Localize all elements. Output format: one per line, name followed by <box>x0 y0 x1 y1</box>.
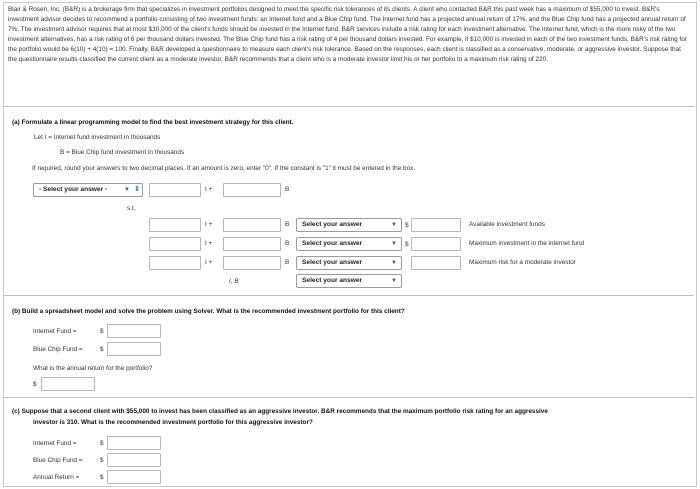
nonneg-relation-label: Select your answer <box>302 277 363 284</box>
let-b-text: B = Blue Chip fund investment in thousands <box>60 149 185 156</box>
chevron-down-icon: ▼ <box>391 222 397 228</box>
c2-description: Maximum investment in the internet fund <box>469 240 585 247</box>
c3-var-i: I + <box>205 259 213 266</box>
chevron-down-icon: ▼ <box>391 278 397 284</box>
divider <box>4 106 694 107</box>
c3-description: Maximum risk for a moderate investor <box>469 259 576 266</box>
b-annual-return-input[interactable] <box>41 377 95 391</box>
c1-coef-b-input[interactable] <box>223 218 281 232</box>
c-internet-input[interactable] <box>107 436 161 450</box>
st-label: s.t. <box>127 205 136 212</box>
b-bluechip-label: Blue Chip Fund = <box>33 346 83 353</box>
c-annual-return-input[interactable] <box>107 470 161 484</box>
let-i-text: Let I = Internet fund investment in thousands <box>34 134 161 141</box>
nonneg-relation-select[interactable] <box>296 274 402 288</box>
objective-select[interactable] <box>33 183 143 197</box>
var-i-label: I + <box>205 186 213 193</box>
b-internet-input[interactable] <box>107 324 161 338</box>
part-c-heading-line2: investor is 310. What is the recommended investment portfolio for this aggressive investor? <box>33 419 313 426</box>
b-bluechip-dollar: $ <box>100 346 104 353</box>
c1-relation-label: Select your answer <box>302 221 363 228</box>
c2-dollar: $ <box>405 241 409 248</box>
c2-coef-i-input[interactable] <box>149 237 201 251</box>
c3-coef-i-input[interactable] <box>149 256 201 270</box>
b-bluechip-input[interactable] <box>107 342 161 356</box>
divider <box>4 397 694 398</box>
c1-relation-select[interactable] <box>296 218 402 232</box>
c-return-dollar: $ <box>100 474 104 481</box>
b-internet-label: Internet Fund = <box>33 328 77 335</box>
c2-relation-select[interactable] <box>296 237 402 251</box>
b-return-dollar: $ <box>33 381 37 388</box>
c1-description: Available investment funds <box>469 221 545 228</box>
b-internet-dollar: $ <box>100 328 104 335</box>
c1-var-i: I + <box>205 221 213 228</box>
c-internet-label: Internet Fund = <box>33 440 77 447</box>
chevron-down-icon: ▼ <box>391 241 397 247</box>
c2-relation-label: Select your answer <box>302 240 363 247</box>
c-bluechip-label: Blue Chip Fund = <box>33 457 83 464</box>
c1-rhs-input[interactable] <box>411 218 461 232</box>
c3-relation-label: Select your answer <box>302 259 363 266</box>
objective-select-label: - Select your answer - <box>39 186 108 193</box>
objective-coef-b-input[interactable] <box>223 183 281 197</box>
c1-coef-i-input[interactable] <box>149 218 201 232</box>
c-annual-return-label: Annual Return = <box>33 474 80 481</box>
c-bluechip-dollar: $ <box>100 457 104 464</box>
c2-var-b: B <box>285 240 290 247</box>
c1-var-b: B <box>285 221 290 228</box>
chevron-down-icon: ▼ <box>391 260 397 266</box>
chevron-down-icon: ▼ <box>124 187 130 193</box>
check-arrows-icon: ⇕ <box>134 186 140 193</box>
nonneg-vars: I, B <box>229 278 239 285</box>
problem-intro: Blair & Rosen, Inc. (B&R) is a brokerage firm that specializes in investment portfolios designed to meet the specific risk tolerances of its clients. A client who contacted B&R this past week has a maximum of $55,000 to invest. B&R's investment advisor decides to recommend a portfolio consisting of two investment funds: an Internet fund and a Blue Chip fund. The Internet fund has a projected annual return of 17%, and the Blue Chip fund has a projected annual return of 7%. The investment advisor requires that at most $30,000 of the client's funds should be invested in the Internet fund. B&R services include a risk rating for each investment alternative. The Internet fund, which is the more risky of the two investment alternatives, has a risk rating of 6 per thousand dollars invested. The Blue Chip fund has a risk rating of 4 per thousand dollars invested. For example, if $10,000 is invested in each of the two investment funds, B&R's risk rating for the portfolio would be 6(10) + 4(10) = 100. Finally, B&R developed a questionnaire to measure each client's risk tolerance. Based on the responses, each client is classified as a conservative, moderate, or aggressive investor. Suppose that the questionnaire results classified the current client as a moderate investor. B&R recommends that a client who is a moderate investor limit his or her portfolio to a maximum risk rating of 220. <box>8 6 687 63</box>
c-internet-dollar: $ <box>100 440 104 447</box>
part-b-heading: (b) Build a spreadsheet model and solve the problem using Solver. What is the recommended investment portfolio for this client? <box>12 308 405 315</box>
c3-rhs-input[interactable] <box>411 256 461 270</box>
divider <box>4 295 694 296</box>
part-a-heading: (a) Formulate a linear programming model to find the best investment strategy for this client. <box>12 119 294 126</box>
b-annual-return-question: What is the annual return for the portfolio? <box>33 365 153 372</box>
rounding-instructions: If required, round your answers to two decimal places. If an amount is zero, enter "0". If the constant is "1" it must be entered in the box. <box>32 165 416 172</box>
c3-var-b: B <box>285 259 290 266</box>
part-c-heading-line1: (c) Suppose that a second client with $55,000 to invest has been classified as an aggressive investor. B&R recommends that the maximum portfolio risk rating for an aggressive <box>12 408 548 415</box>
c2-coef-b-input[interactable] <box>223 237 281 251</box>
c3-coef-b-input[interactable] <box>223 256 281 270</box>
c3-relation-select[interactable] <box>296 256 402 270</box>
c-bluechip-input[interactable] <box>107 453 161 467</box>
c2-rhs-input[interactable] <box>411 237 461 251</box>
c1-dollar: $ <box>405 222 409 229</box>
objective-coef-i-input[interactable] <box>149 183 201 197</box>
var-b-label: B <box>285 186 290 193</box>
c2-var-i: I + <box>205 240 213 247</box>
